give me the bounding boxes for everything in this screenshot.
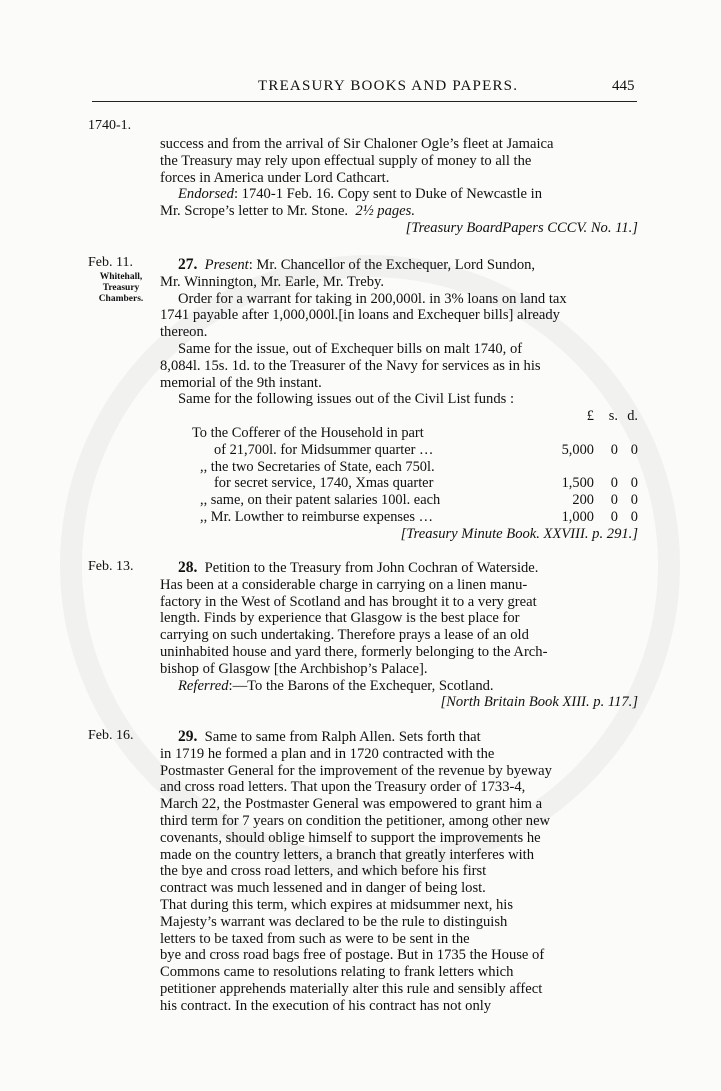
referred-text: :—To the Barons of the Exchequer, Scotland. <box>228 677 494 694</box>
entry-28 <box>160 560 638 711</box>
text-line: letters to be taxed from such as were to be sent in the <box>160 930 470 947</box>
item-pence: 0 <box>630 508 638 525</box>
text-line: uninhabited house and yard there, formerly belonging to the Arch- <box>160 643 548 660</box>
shillings-header: s. <box>608 408 618 425</box>
entry-28-first <box>160 560 638 577</box>
item-shillings: 0 <box>610 508 618 525</box>
item-shillings: 0 <box>610 475 618 492</box>
item-desc: ,, same, on their patent salaries 100l. each <box>200 492 441 509</box>
referral <box>160 678 638 695</box>
item-amount: 1,000 <box>561 508 594 525</box>
text-line: factory in the West of Scotland and has brought it to a very great <box>160 593 537 610</box>
page-count: 2½ pages. <box>355 203 415 220</box>
table-row <box>160 442 638 459</box>
text-line: covenants, should oblige himself to support the improvements he <box>160 829 541 846</box>
text-line: and cross road letters. That upon the Treasury order of 1733-4, <box>160 779 526 796</box>
text-line: made on the country letters, a branch that greatly interferes with <box>160 846 535 863</box>
text-line: contract was much lessened and in danger of being lost. <box>160 880 486 897</box>
text-line: length. Finds by experience that Glasgow is the best place for <box>160 610 520 627</box>
text-line: Same for the issue, out of Exchequer bills on malt 1740, of <box>178 340 523 357</box>
table-row <box>160 459 638 476</box>
citation-text: [North Britain Book XIII. p. 117.] <box>440 694 638 711</box>
year-marker: 1740-1. <box>88 118 132 133</box>
text-line: March 22, the Postmaster General was empowered to grant him a <box>160 796 543 813</box>
text-line: Same for the following issues out of the Civil List funds : <box>178 391 515 408</box>
text-line: thereon. <box>160 324 208 341</box>
entry-29-date: Feb. 16. <box>88 728 134 743</box>
item-desc: ,, Mr. Lowther to reimburse expenses … <box>200 508 433 525</box>
text-line: the Treasury may rely upon effectual supply of money to all the <box>160 152 532 169</box>
present-text: : Mr. Chancellor of the Exchequer, Lord Sundon, <box>248 257 536 273</box>
text-line: Mr. Winnington, Mr. Earle, Mr. Treby. <box>160 273 384 290</box>
table-row <box>160 492 638 509</box>
table-row <box>160 509 638 526</box>
table-row <box>160 475 638 492</box>
text-line: That during this term, which expires at midsummer next, his <box>160 896 514 913</box>
text-line: bye and cross road bags free of postage. But in 1735 the House of <box>160 947 545 964</box>
entry-27 <box>160 257 638 543</box>
endorsement-cont <box>160 203 638 220</box>
item-shillings: 0 <box>610 492 618 509</box>
entry-number: 27. <box>178 256 198 273</box>
item-pence: 0 <box>630 441 638 458</box>
text-line: success and from the arrival of Sir Chaloner Ogle’s fleet at Jamaica <box>160 136 554 152</box>
citation-text: [Treasury Minute Book. XXVIII. p. 291.] <box>400 525 638 542</box>
source-citation <box>160 526 638 543</box>
item-shillings: 0 <box>610 441 618 458</box>
continuation-text <box>160 136 638 237</box>
source-citation <box>160 694 638 711</box>
referred-label: Referred <box>178 677 229 694</box>
source-citation <box>160 220 638 237</box>
text-line: carrying on such undertaking. Therefore prays a lease of an old <box>160 627 529 644</box>
entry-29-first <box>160 729 638 746</box>
citation-text: [Treasury BoardPapers CCCV. No. 11.] <box>405 219 638 236</box>
text-line: memorial of the 9th instant. <box>160 374 322 391</box>
page-number: 445 <box>612 78 635 94</box>
item-amount: 200 <box>572 492 594 509</box>
item-pence: 0 <box>630 475 638 492</box>
text-line: bishop of Glasgow [the Archbishop’s Palace]. <box>160 660 428 677</box>
text-line: forces in America under Lord Cathcart. <box>160 169 390 186</box>
issues-table <box>160 408 638 526</box>
entry-27-date: Feb. 11. <box>88 255 133 270</box>
text-line: Petition to the Treasury from John Cochran of Waterside. <box>204 560 539 576</box>
entry-number: 28. <box>178 559 198 576</box>
entry-29 <box>160 729 638 1015</box>
text-line: Has been at a considerable charge in carrying on a linen manu- <box>160 576 528 593</box>
endorsement <box>160 186 638 203</box>
endorsed-text: : 1740-1 Feb. 16. Copy sent to Duke of Newcastle in <box>233 186 542 203</box>
text-line: petitioner apprehends materially alter this rule and sensibly affect <box>160 980 543 997</box>
text-line: Commons came to resolutions relating to frank letters which <box>160 964 514 981</box>
text-line: Majesty’s warrant was declared to be the rule to distinguish <box>160 913 508 930</box>
text-line: 8,084l. 15s. 1d. to the Treasurer of the Navy for services as in his <box>160 357 541 374</box>
place-line: Whitehall, <box>99 272 143 282</box>
pounds-header: £ <box>586 408 594 425</box>
item-pence: 0 <box>630 492 638 509</box>
item-desc: for secret service, 1740, Xmas quarter <box>214 475 434 492</box>
text-line: Same to same from Ralph Allen. Sets forth that <box>204 729 481 745</box>
text-line: Order for a warrant for taking in 200,000l. in 3% loans on land tax <box>178 290 567 307</box>
pence-header: d. <box>627 408 638 425</box>
item-desc: To the Cofferer of the Household in part <box>192 424 424 441</box>
running-header: TREASURY BOOKS AND PAPERS. <box>258 78 519 94</box>
item-amount: 1,500 <box>561 475 594 492</box>
entry-28-date: Feb. 13. <box>88 559 134 574</box>
table-row <box>160 425 638 442</box>
entry-number: 29. <box>178 728 198 745</box>
item-desc: ,, the two Secretaries of State, each 750l. <box>200 458 435 475</box>
text-line: 1741 payable after 1,000,000l.[in loans and Exchequer bills] already <box>160 307 560 324</box>
endorsed-label: Endorsed <box>178 186 234 203</box>
text-line: third term for 7 years on condition the petitioner, among other new <box>160 812 551 829</box>
present-label: Present <box>204 257 249 273</box>
header-rule <box>92 101 637 102</box>
item-amount: 5,000 <box>561 441 594 458</box>
table-header <box>160 408 638 425</box>
text-line: his contract. In the execution of his contract has not only <box>160 997 492 1014</box>
endorsed-text-2: Mr. Scrope’s letter to Mr. Stone. <box>160 203 349 220</box>
place-line: Treasury <box>102 283 140 293</box>
text-line: Postmaster General for the improvement of the revenue by byeway <box>160 762 552 779</box>
text-line: in 1719 he formed a plan and in 1720 contracted with the <box>160 745 495 762</box>
text-line: the bye and cross road letters, and which before his first <box>160 863 487 880</box>
place-line: Chambers. <box>98 294 144 304</box>
item-desc: of 21,700l. for Midsummer quarter … <box>214 441 434 458</box>
entry-27-place <box>85 272 157 305</box>
entry-27-present <box>160 257 638 274</box>
